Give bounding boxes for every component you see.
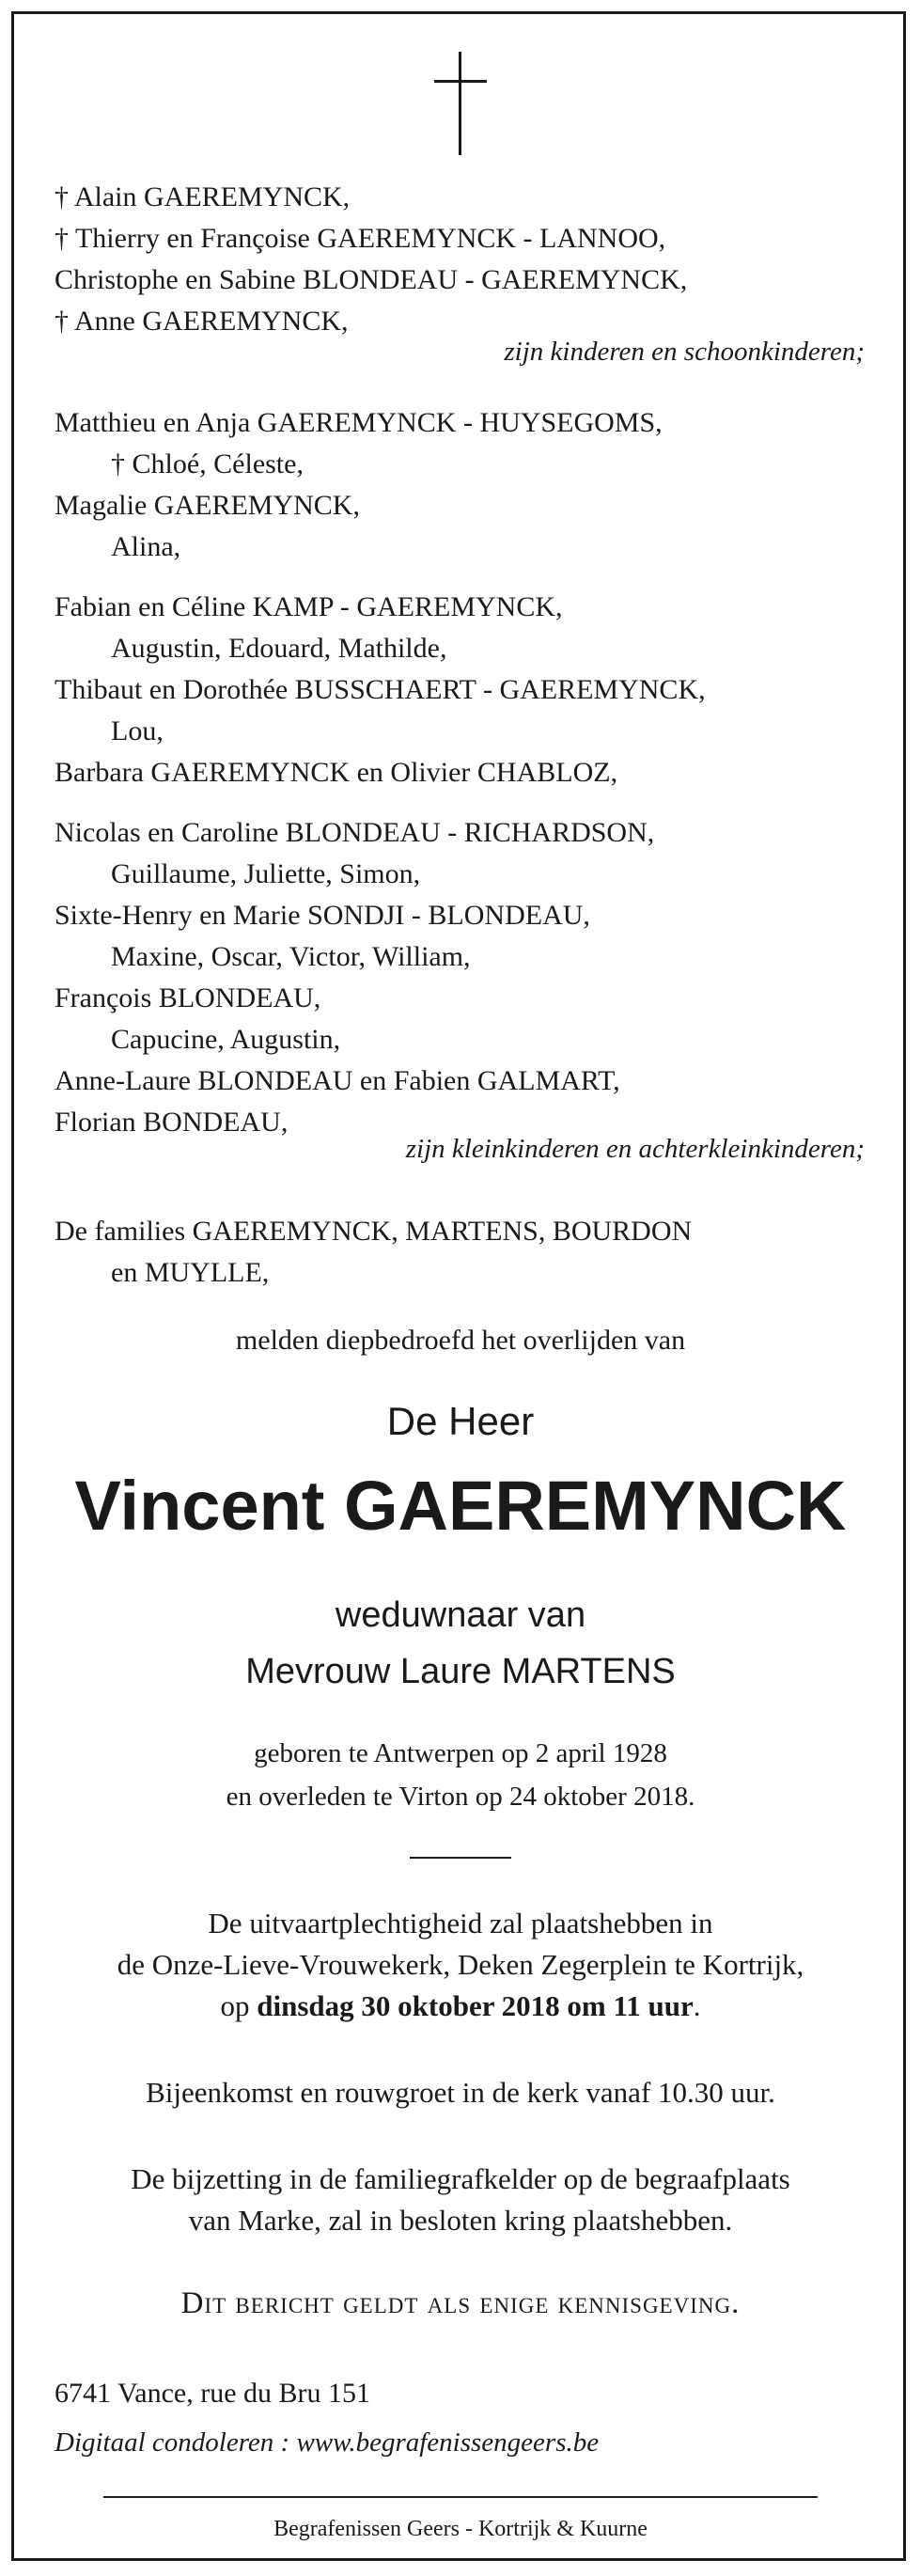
family-line: Maxine, Oscar, Victor, William, [111,941,471,972]
family-line: Thibaut en Dorothée BUSSCHAERT - GAEREMYNCK, [55,674,706,705]
family-line: Anne-Laure BLONDEAU en Fabien GALMART, [55,1065,620,1096]
funeral-date: dinsdag 30 oktober 2018 om 11 uur [257,1989,694,2022]
funeral-date-line [0,1986,921,2027]
deceased-name: Vincent GAEREMYNCK [74,1467,847,1545]
death-line: en overleden te Virton op 24 oktober 2018. [226,1782,695,1812]
families-line: en MUYLLE, [111,1257,270,1288]
notice-only: Dit bericht geldt als enige kennisgeving. [180,2286,741,2320]
family-line: Capucine, Augustin, [111,1024,341,1055]
children-relation: zijn kinderen en schoonkinderen; [504,337,865,367]
family-line: Magalie GAEREMYNCK, [55,490,360,521]
child-line: † Anne GAEREMYNCK, [55,306,349,337]
funeral-date-suffix: . [693,1989,701,2022]
families-line: De families GAEREMYNCK, MARTENS, BOURDON [55,1216,693,1247]
widower-label: weduwnaar van [335,1595,586,1635]
family-line: Guillaume, Juliette, Simon, [111,858,421,889]
family-line: Barbara GAEREMYNCK en Olivier CHABLOZ, [55,757,618,788]
child-line: † Alain GAEREMYNCK, [55,181,351,212]
announcement: melden diepbedroefd het overlijden van [235,1325,686,1356]
family-line: Florian BONDEAU, [55,1107,289,1138]
family-line: Sixte-Henry en Marie SONDJI - BLONDEAU, [55,900,590,931]
family-line: Fabian en Céline KAMP - GAEREMYNCK, [55,591,563,622]
funeral-line: de Onze-Lieve-Vrouwekerk, Deken Zegerplein te Kortrijk, [117,1948,804,1981]
family-line: Nicolas en Caroline BLONDEAU - RICHARDSON, [55,817,655,848]
burial-line: De bijzetting in de familiegrafkelder op de begraafplaats [131,2162,790,2195]
gathering-info: Bijeenkomst en rouwgroet in de kerk vanaf 10.30 uur. [146,2076,775,2109]
divider [410,1857,511,1859]
family-line: Lou, [111,715,164,746]
birth-line: geboren te Antwerpen op 2 april 1928 [254,1738,667,1768]
cross-icon [432,52,489,155]
family-line: Alina, [111,531,181,562]
funeral-date-prefix: op [220,1989,258,2022]
child-line: Christophe en Sabine BLONDEAU - GAEREMYNCK, [55,264,688,295]
funeral-home: Begrafenissen Geers - Kortrijk & Kuurne [273,2517,648,2541]
family-line: † Chloé, Céleste, [111,448,304,479]
spouse-name: Mevrouw Laure MARTENS [245,1652,676,1691]
condolences-link[interactable]: Digitaal condoleren : www.begrafenissengeers.be [55,2427,600,2458]
footer-rule [103,2496,818,2498]
honorific: De Heer [386,1399,535,1443]
address: 6741 Vance, rue du Bru 151 [55,2378,371,2409]
family-line: François BLONDEAU, [55,982,321,1013]
grandchildren-relation: zijn kleinkinderen en achterkleinkinderen; [405,1134,865,1164]
funeral-line: De uitvaartplechtigheid zal plaatshebben in [208,1907,713,1940]
child-line: † Thierry en Françoise GAEREMYNCK - LANNOO, [55,223,666,254]
family-line: Augustin, Edouard, Mathilde, [111,633,447,664]
family-line: Matthieu en Anja GAEREMYNCK - HUYSEGOMS, [55,407,663,438]
burial-line: van Marke, zal in besloten kring plaatshebben. [188,2204,733,2237]
